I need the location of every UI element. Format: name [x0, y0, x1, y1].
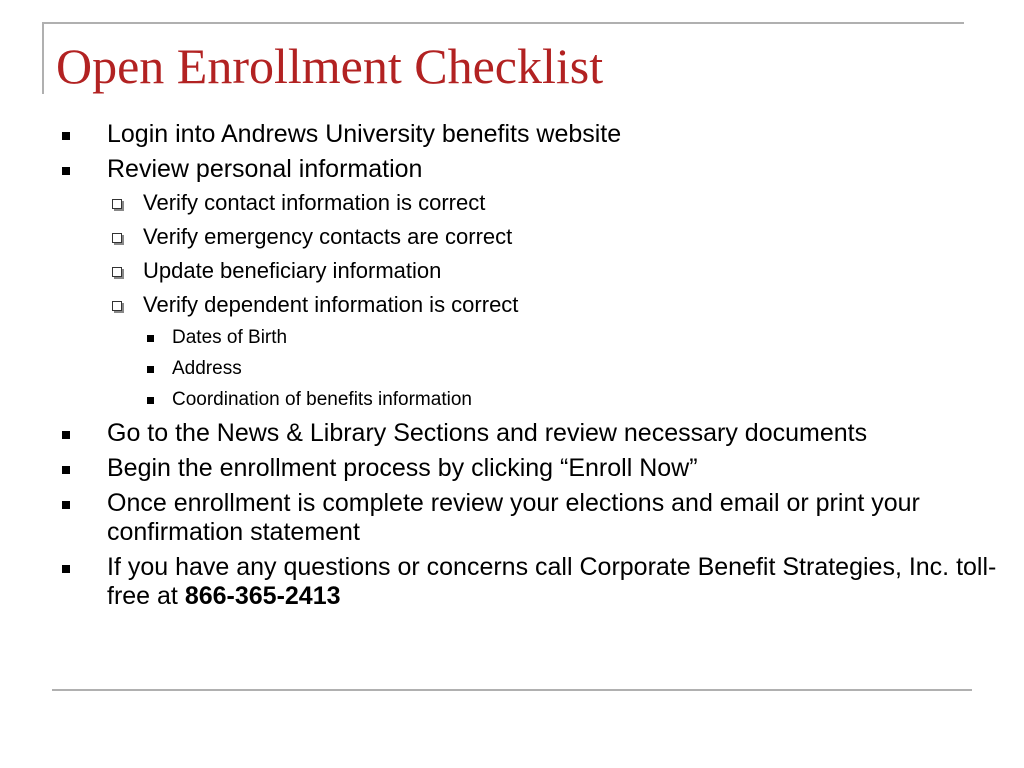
- checklist-subitem-contact-info: [60, 190, 1000, 216]
- item-text: Dates of Birth: [172, 327, 288, 348]
- frame-bottom-rule: [52, 689, 972, 691]
- item-text: Review personal information: [107, 155, 423, 183]
- square-bullet-icon: [62, 132, 70, 140]
- checkbox-bullet-icon: [112, 199, 122, 209]
- checklist-item-contact: [60, 553, 1000, 611]
- checkbox-bullet-icon: [112, 267, 122, 277]
- square-bullet-icon: [147, 397, 154, 404]
- checklist-item-begin-enrollment: [60, 454, 1000, 483]
- checklist-item-review-personal-info: [60, 155, 1000, 184]
- checklist-item-news-library: [60, 419, 1000, 448]
- checklist: [60, 120, 1000, 617]
- square-bullet-icon: [62, 466, 70, 474]
- item-text: Verify dependent information is correct: [143, 292, 519, 317]
- checklist-item-review-elections: [60, 489, 1000, 547]
- checklist-detail-dates-of-birth: [60, 326, 1000, 349]
- item-text: Login into Andrews University benefits website: [107, 120, 622, 148]
- frame-left-rule: [42, 22, 44, 94]
- item-text: Address: [172, 358, 242, 379]
- checklist-detail-coordination-of-benefits: [60, 388, 1000, 411]
- item-text: Verify contact information is correct: [143, 190, 486, 215]
- square-bullet-icon: [62, 565, 70, 573]
- checkbox-bullet-icon: [112, 233, 122, 243]
- checklist-item-login: [60, 120, 1000, 149]
- item-text: Once enrollment is complete review your elections and email or print your confirmation statement: [107, 489, 920, 546]
- square-bullet-icon: [147, 335, 154, 342]
- checkbox-bullet-icon: [112, 301, 122, 311]
- item-text: If you have any questions or concerns call Corporate Benefit Strategies, Inc. toll-free at: [107, 553, 997, 610]
- frame-top-rule: [42, 22, 964, 24]
- square-bullet-icon: [62, 501, 70, 509]
- checklist-subitem-emergency-contacts: [60, 224, 1000, 250]
- item-text: Update beneficiary information: [143, 258, 442, 283]
- square-bullet-icon: [62, 431, 70, 439]
- item-text: Go to the News & Library Sections and review necessary documents: [107, 419, 868, 447]
- phone-number: 866-365-2413: [184, 582, 341, 610]
- item-text: Coordination of benefits information: [172, 389, 472, 410]
- slide-title: Open Enrollment Checklist: [56, 38, 604, 94]
- item-text: Begin the enrollment process by clicking “Enroll Now”: [107, 454, 698, 482]
- checklist-subitem-beneficiary: [60, 258, 1000, 284]
- checklist-subitem-dependent-info: [60, 292, 1000, 318]
- square-bullet-icon: [62, 167, 70, 175]
- square-bullet-icon: [147, 366, 154, 373]
- item-text: Verify emergency contacts are correct: [143, 224, 513, 249]
- checklist-detail-address: [60, 357, 1000, 380]
